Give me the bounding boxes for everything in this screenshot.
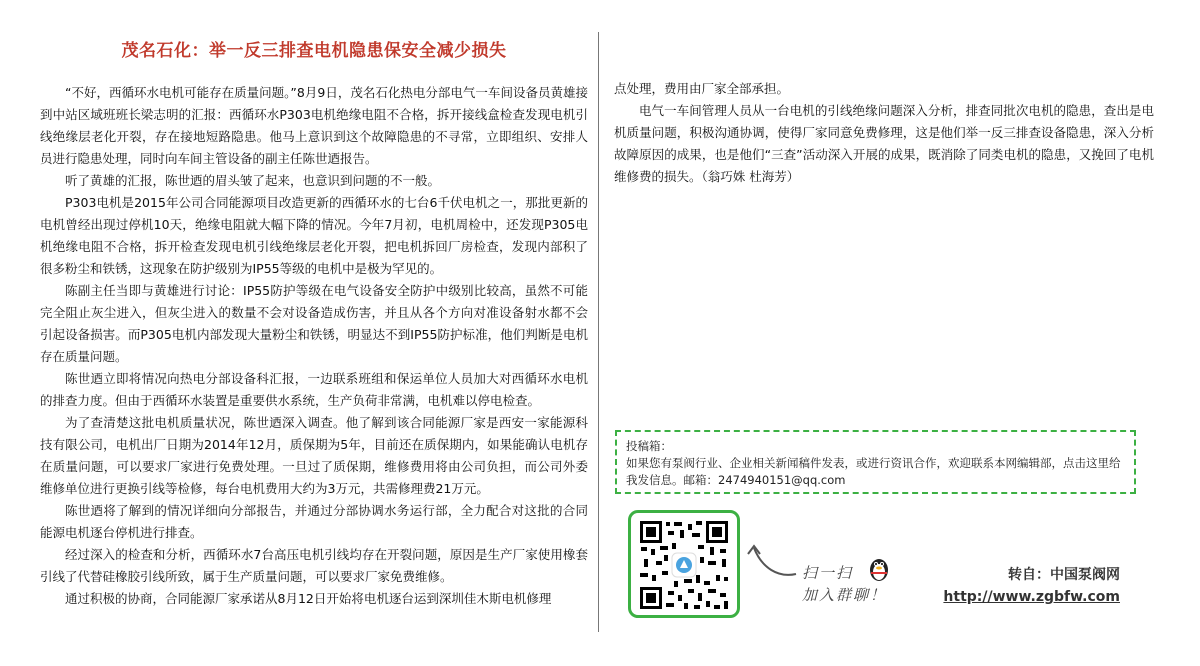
paragraph: 听了黄雄的汇报，陈世迺的眉头皱了起来，也意识到问题的不一般。 (65, 173, 441, 188)
paragraph: 通过积极的协商，合同能源厂家承诺从8月12日开始将电机逐台运到深圳佳木斯电机修理 (65, 591, 552, 606)
paragraph: 经过深入的检查和分析，西循环水7台高压电机引线均存在开裂问题，原因是生产厂家使用橡套引线了代替硅橡胶引线所致，属于生产质量问题，可以要求厂家免费维修。 (40, 547, 588, 584)
scan-line-1: 扫一扫 (802, 564, 854, 582)
contribution-box[interactable] (615, 430, 1136, 494)
contribution-text[interactable]: 如果您有泵阀行业、企业相关新闻稿件发表，或进行资讯合作，欢迎联系本网编辑部，点击这里给我发信息。邮箱：2474940151@qq.com (626, 456, 1121, 487)
paragraph: 陈副主任当即与黄雄进行讨论：IP55防护等级在电气设备安全防护中级别比较高，虽然不可能完全阻止灰尘进入，但灰尘进入的数量不会对设备造成伤害，并且从各个方向对准设备射水都不会引起设备损害。而P305电机内部发现大量粉尘和铁锈，明显达不到IP55防护标准，他们判断是电机存在质量问题。 (40, 283, 588, 364)
paragraph: “不好，西循环水电机可能存在质量问题。”8月9日，茂名石化热电分部电气一车间设备员黄雄接到中站区域班班长梁志明的汇报：西循环水P303电机绝缘电阻不合格，拆开接线盒检查发现电机引线绝缘层老化开裂，存在接地短路隐患。他马上意识到这个故障隐患的不寻常，立即组织、安排人员进行隐患处理，同时向车间主管设备的副主任陈世迺报告。 (40, 85, 588, 166)
penguin-icon (868, 556, 890, 582)
qr-code (628, 510, 740, 618)
qr-code-graphic (638, 519, 730, 611)
paragraph: 为了查清楚这批电机质量状况，陈世迺深入调查。他了解到该合同能源厂家是西安一家能源科技有限公司，电机出厂日期为2014年12月，质保期为5年，目前还在质保期内，如果能确认电机存在质量问题，可以要求厂家进行免费处理。一旦过了质保期，维修费用将由公司负担，而公司外委维修单位进行更换引线等检修，每台电机费用大约为3万元，共需修理费21万元。 (40, 415, 588, 496)
article-right-column (614, 78, 1154, 188)
paragraph-continuation: 点处理，费用由厂家全部承担。 (614, 81, 790, 96)
paragraph: P303电机是2015年公司合同能源项目改造更新的西循环水的七台6千伏电机之一，那批更新的电机曾经出现过停机10天，绝缘电阻就大幅下降的情况。今年7月初，电机周检中，还发现P305电机绝缘电阻不合格，拆开检查发现电机引线绝缘层老化开裂，把电机拆回厂房检查，发现内部积了很多粉尘和铁锈，这现象在防护级别为IP55等级的电机中是极为罕见的。 (40, 195, 588, 276)
paragraph: 电气一车间管理人员从一台电机的引线绝缘问题深入分析，排查同批次电机的隐患，查出是电机质量问题，积极沟通协调，使得厂家同意免费修理，这是他们举一反三排查设备隐患，深入分析故障原因的成果，也是他们“三查”活动深入开展的成果，既消除了同类电机的隐患，又挽回了电机维修费的损失。（翁巧姝 杜海芳） (614, 103, 1154, 184)
curved-arrow-icon (744, 540, 800, 584)
repost-label: 转自：中国泵阀网 (1008, 567, 1120, 583)
repost-url-link[interactable]: http://www.zgbfw.com (943, 589, 1120, 605)
scan-line-2: 加入群聊！ (802, 586, 888, 604)
paragraph: 陈世迺将了解到的情况详细向分部报告，并通过分部协调水务运行部，全力配合对这批的合同能源电机逐台停机进行排查。 (40, 503, 588, 540)
article-left-column (40, 82, 588, 610)
column-divider (598, 32, 599, 632)
contribution-heading: 投稿箱： (626, 439, 672, 453)
article-title: 茂名石化：举一反三排查电机隐患保安全减少损失 (121, 41, 507, 61)
repost-credit (940, 564, 1120, 608)
paragraph: 陈世迺立即将情况向热电分部设备科汇报，一边联系班组和保运单位人员加大对西循环水电机的排查力度。但由于西循环水装置是重要供水系统，生产负荷非常满，电机难以停电检查。 (40, 371, 588, 408)
